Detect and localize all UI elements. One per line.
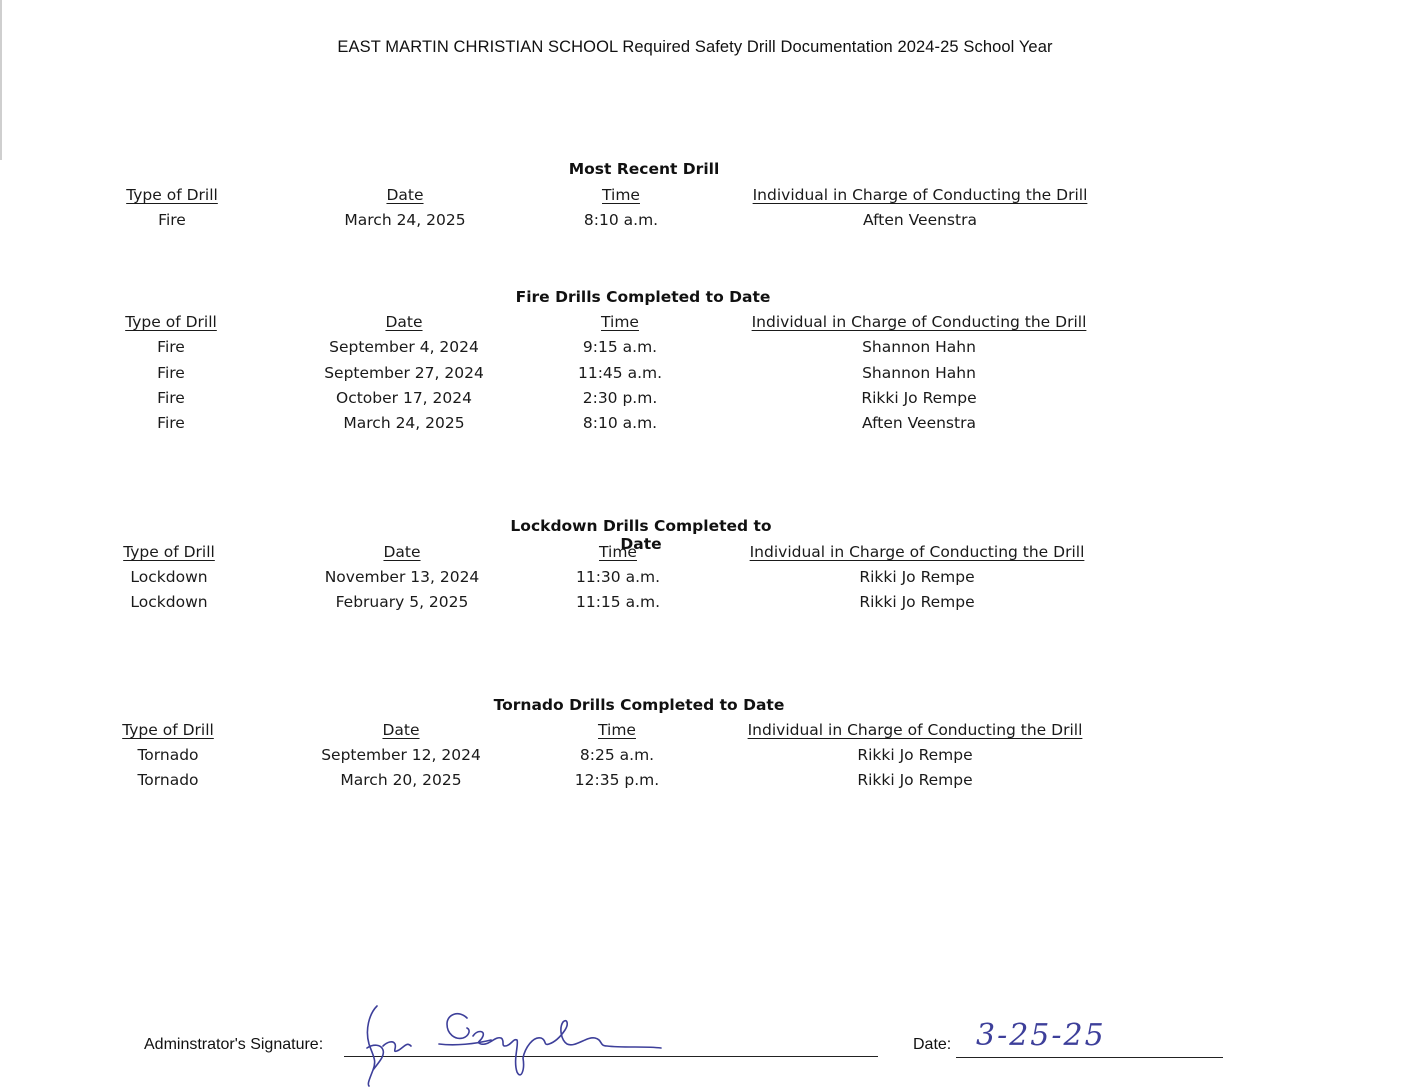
drill-type: Lockdown bbox=[130, 568, 208, 586]
col-header-type: Type of Drill bbox=[125, 313, 217, 331]
date-label: Date: bbox=[913, 1036, 952, 1053]
drill-date: October 17, 2024 bbox=[336, 389, 472, 407]
drill-date: February 5, 2025 bbox=[335, 593, 469, 611]
drill-time: 8:25 a.m. bbox=[579, 746, 655, 764]
col-header-individual: Individual in Charge of Conducting the Drill bbox=[747, 721, 1083, 739]
drill-time: 11:45 a.m. bbox=[577, 364, 663, 382]
drill-date: September 4, 2024 bbox=[329, 338, 479, 356]
drill-individual: Rikki Jo Rempe bbox=[857, 771, 973, 789]
drill-individual: Shannon Hahn bbox=[862, 338, 976, 356]
drill-type: Fire bbox=[157, 389, 185, 407]
col-header-date: Date bbox=[382, 721, 420, 739]
drill-type: Fire bbox=[157, 364, 185, 382]
table-row bbox=[0, 593, 1408, 615]
section-title: Most Recent Drill bbox=[568, 160, 720, 178]
col-header-type: Type of Drill bbox=[123, 543, 215, 561]
drill-time: 2:30 p.m. bbox=[582, 389, 658, 407]
table-row bbox=[0, 338, 1408, 360]
drill-individual: Aften Veenstra bbox=[863, 211, 977, 229]
col-header-time: Time bbox=[602, 186, 640, 204]
table-row bbox=[0, 746, 1408, 768]
drill-individual: Rikki Jo Rempe bbox=[861, 389, 977, 407]
table-row bbox=[0, 771, 1408, 793]
drill-date: September 12, 2024 bbox=[321, 746, 481, 764]
section-title: Fire Drills Completed to Date bbox=[515, 288, 771, 306]
section-title: Lockdown Drills Completed to Date bbox=[510, 517, 772, 553]
table-row bbox=[0, 414, 1408, 436]
table-row bbox=[0, 568, 1408, 590]
col-header-individual: Individual in Charge of Conducting the Drill bbox=[751, 313, 1087, 331]
drill-date: March 20, 2025 bbox=[340, 771, 462, 789]
col-header-time: Time bbox=[601, 313, 639, 331]
drill-type: Fire bbox=[157, 414, 185, 432]
col-header-date: Date bbox=[386, 186, 424, 204]
handwritten-signature bbox=[355, 1000, 675, 1088]
signature-block bbox=[0, 1000, 1408, 1088]
drill-time: 12:35 p.m. bbox=[574, 771, 660, 789]
drill-time: 9:15 a.m. bbox=[582, 338, 658, 356]
drill-date: March 24, 2025 bbox=[344, 211, 466, 229]
table-header bbox=[0, 543, 1408, 565]
drill-time: 11:15 a.m. bbox=[575, 593, 661, 611]
drill-time: 8:10 a.m. bbox=[582, 414, 658, 432]
drill-date: September 27, 2024 bbox=[324, 364, 484, 382]
drill-individual: Rikki Jo Rempe bbox=[857, 746, 973, 764]
drill-type: Fire bbox=[158, 211, 186, 229]
table-header bbox=[0, 313, 1408, 335]
document-title: EAST MARTIN CHRISTIAN SCHOOL Required Safety Drill Documentation 2024-25 School Year bbox=[337, 38, 1053, 56]
drill-type: Lockdown bbox=[130, 593, 208, 611]
col-header-type: Type of Drill bbox=[126, 186, 218, 204]
col-header-date: Date bbox=[383, 543, 421, 561]
col-header-type: Type of Drill bbox=[122, 721, 214, 739]
table-header bbox=[0, 721, 1408, 743]
drill-individual: Aften Veenstra bbox=[862, 414, 976, 432]
section-title: Tornado Drills Completed to Date bbox=[493, 696, 785, 714]
drill-individual: Rikki Jo Rempe bbox=[859, 593, 975, 611]
drill-time: 8:10 a.m. bbox=[583, 211, 659, 229]
date-line bbox=[956, 1057, 1223, 1058]
table-row bbox=[0, 389, 1408, 411]
signature-label: Adminstrator's Signature: bbox=[144, 1036, 324, 1053]
col-header-individual: Individual in Charge of Conducting the Drill bbox=[752, 186, 1088, 204]
col-header-date: Date bbox=[385, 313, 423, 331]
scan-page-edge bbox=[0, 0, 2, 160]
drill-type: Tornado bbox=[137, 746, 199, 764]
col-header-time: Time bbox=[598, 721, 636, 739]
col-header-individual: Individual in Charge of Conducting the Drill bbox=[749, 543, 1085, 561]
drill-type: Tornado bbox=[137, 771, 199, 789]
drill-individual: Shannon Hahn bbox=[862, 364, 976, 382]
drill-date: November 13, 2024 bbox=[324, 568, 480, 586]
table-row bbox=[0, 364, 1408, 386]
drill-date: March 24, 2025 bbox=[343, 414, 465, 432]
handwritten-date: 3-25-25 bbox=[976, 1018, 1106, 1053]
drill-individual: Rikki Jo Rempe bbox=[859, 568, 975, 586]
table-row bbox=[0, 211, 1408, 233]
drill-time: 11:30 a.m. bbox=[575, 568, 661, 586]
col-header-time: Time bbox=[599, 543, 637, 561]
table-header bbox=[0, 186, 1408, 208]
drill-type: Fire bbox=[157, 338, 185, 356]
